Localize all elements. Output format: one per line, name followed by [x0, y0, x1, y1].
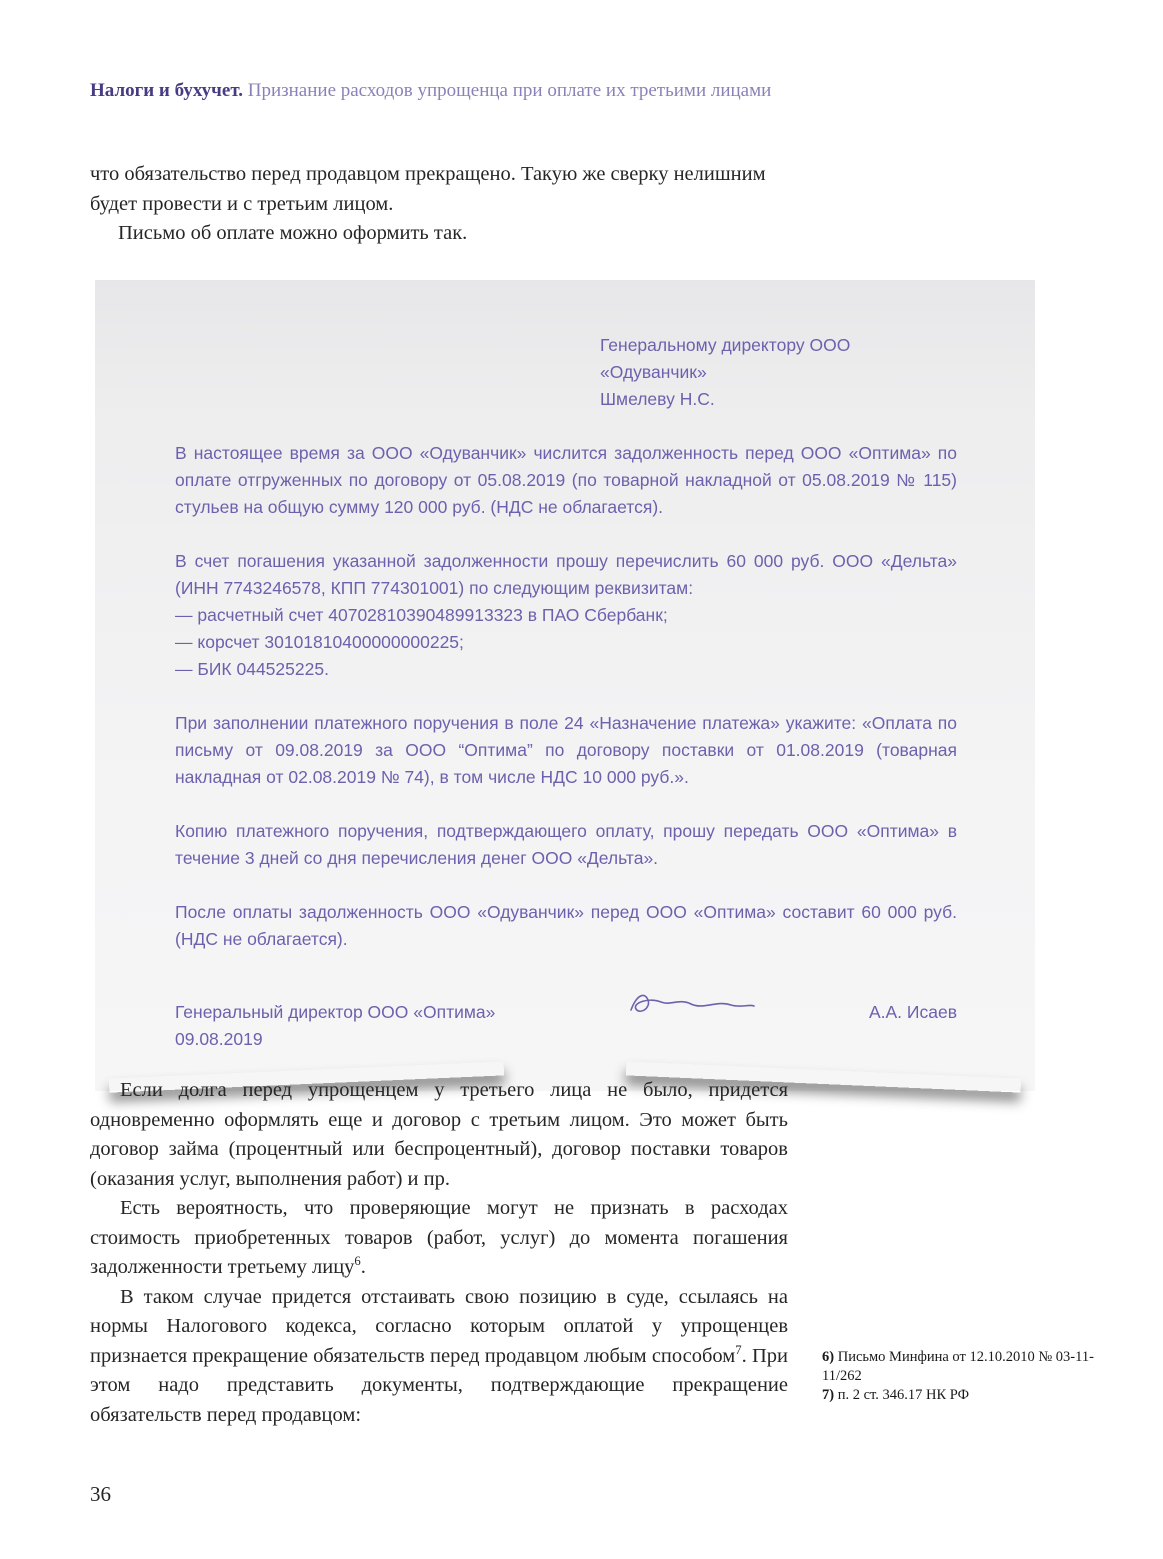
article-body	[90, 1076, 788, 1430]
letter-addressee	[600, 332, 957, 413]
addressee-line-1: Генеральному директору ООО «Одуванчик»	[600, 335, 851, 382]
body-paragraph-1: Если долга перед упрощенцем у третьего лица не было, придется одновременно оформлять еще и договор с третьим лицом. Это может быть договор займа (процентный или беспроцентный), договор поставки товаров (оказания услуг, выполнения работ) и пр.	[90, 1079, 788, 1190]
addressee-line-2: Шмелеву Н.С.	[600, 389, 715, 409]
letter-paragraph-remaining-debt: После оплаты задолженность ООО «Одуванчик» перед ООО «Оптима» составит 60 000 руб. (НДС не облагается).	[175, 902, 957, 949]
letter-paragraph-payment-purpose: При заполнении платежного поручения в поле 24 «Назначение платежа» укажите: «Оплата по письму от 09.08.2019 за ООО “Оптима” по договору поставки от 01.08.2019 (товарная накладная от 02.08.2019 № 74), в том числе НДС 10 000 руб.».	[175, 713, 957, 787]
footnote-7-text: п. 2 ст. 346.17 НК РФ	[837, 1387, 970, 1403]
letter-paragraph-copy-request: Копию платежного поручения, подтверждающего оплату, прошу передать ООО «Оптима» в течение 3 дней со дня перечисления денег ООО «Дельта».	[175, 821, 957, 868]
intro-text	[90, 160, 788, 249]
signature-date: 09.08.2019	[175, 1029, 263, 1049]
body-paragraph-2-text: Есть вероятность, что проверяющие могут не признать в расходах стоимость приобретенных товаров (работ, услуг) до момента погашения задолженности третьему лицу	[90, 1197, 788, 1278]
footnote-6	[822, 1348, 1094, 1386]
footnote-6-marker: 6)	[822, 1349, 835, 1365]
body-paragraph-3	[90, 1283, 788, 1431]
letter-signature-row	[175, 999, 957, 1026]
article-title: Признание расходов упрощенца при оплате их третьими лицами	[247, 80, 772, 101]
letter-paragraph-requisites-intro: В счет погашения указанной задолженности прошу перечислить 60 000 руб. ООО «Дельта» (ИНН 7743246578, КПП 774301001) по следующим реквизитам:	[175, 551, 957, 598]
letter-paragraph-debt: В настоящее время за ООО «Одуванчик» числится задолженность перед ООО «Оптима» по оплате отгруженных по договору от 05.08.2019 (по товарной накладной от 05.08.2019 № 115) стульев на общую сумму 120 000 руб. (НДС не облагается).	[175, 443, 957, 517]
requisite-corr-account: — корсчет 30101810400000000225;	[175, 632, 464, 652]
sample-letter-sheet	[95, 280, 1035, 1091]
page-number: 36	[90, 1482, 111, 1506]
footnote-ref-6: 6	[354, 1254, 361, 1269]
running-header	[90, 80, 771, 102]
body-paragraph-2	[90, 1194, 788, 1283]
body-paragraph-3-text: В таком случае придется отстаивать свою позицию в суде, ссылаясь на нормы Налогового кодекса, согласно которым оплатой у упрощенцев признается прекращение обязательств перед продавцом любым способом	[90, 1285, 788, 1367]
intro-paragraph-1: что обязательство перед продавцом прекращено. Такую же сверку нелишним будет провести и с третьим лицом.	[90, 163, 766, 215]
footnote-7-marker: 7)	[822, 1387, 835, 1403]
signature-name: А.А. Исаев	[868, 1002, 957, 1022]
signature-scribble-icon	[627, 986, 757, 1026]
body-paragraph-3-end: . При этом надо представить документы, подтверждающие прекращение обязательств перед продавцом:	[90, 1344, 788, 1426]
section-title: Налоги и бухучет.	[90, 80, 243, 101]
requisite-account: — расчетный счет 40702810390489913323 в ПАО Сбербанк;	[175, 605, 668, 625]
margin-footnotes	[822, 1348, 1094, 1405]
requisite-bik: — БИК 044525225.	[175, 659, 329, 679]
intro-paragraph-2: Письмо об оплате можно оформить так.	[118, 222, 468, 244]
signature-title: Генеральный директор ООО «Оптима»	[175, 1002, 496, 1022]
footnote-6-text: Письмо Минфина от 12.10.2010 № 03-11-11/262	[822, 1349, 1094, 1384]
footnote-ref-7: 7	[735, 1342, 742, 1357]
letter-requisites-list	[175, 602, 957, 683]
body-paragraph-2-end: .	[360, 1256, 366, 1278]
footnote-7	[822, 1386, 1094, 1405]
